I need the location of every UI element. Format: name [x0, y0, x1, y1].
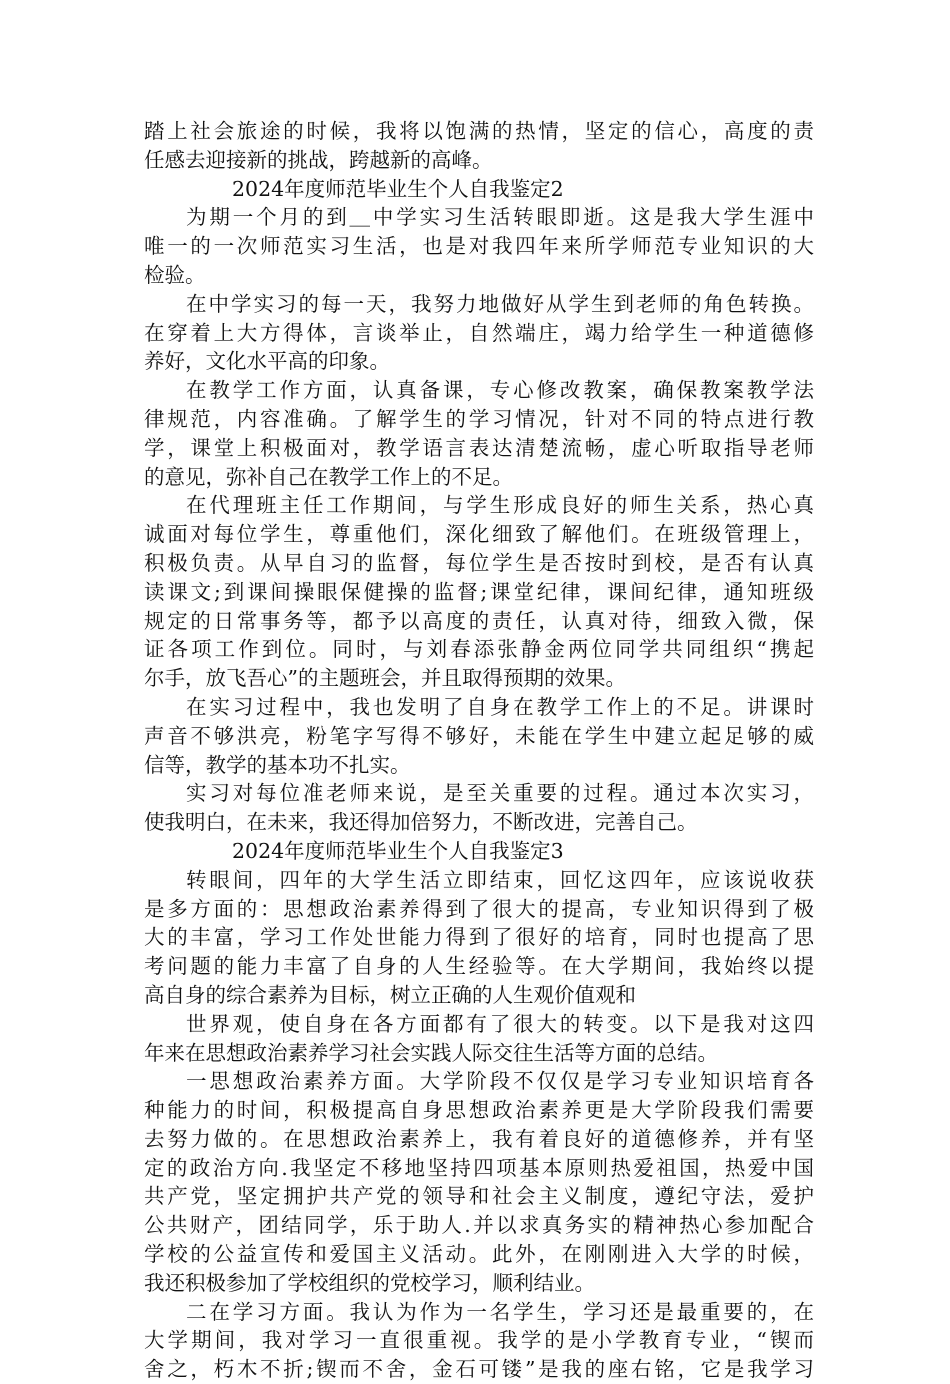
paragraph-line: 大的丰富，学习工作处世能力得到了很好的培育，同时也提高了思: [144, 925, 814, 950]
paragraph-line: 舍之，朽木不折;锲而不舍，金石可镂”是我的座右铭，它是我学习: [144, 1357, 814, 1382]
paragraph-line: 我还积极参加了学校组织的党校学习，顺利结业。: [144, 1270, 595, 1295]
paragraph-line: 在代理班主任工作期间，与学生形成良好的师生关系，热心真: [186, 493, 814, 518]
paragraph-line: 尔手，放飞吾心”的主题班会，并且取得预期的效果。: [144, 666, 626, 691]
paragraph-line: 证各项工作到位。同时，与刘春添张静金两位同学共同组织“携起: [144, 637, 814, 662]
paragraph-line: 实习对每位准老师来说，是至关重要的过程。通过本次实习，: [186, 781, 814, 806]
paragraph-line: 规定的日常事务等，都予以高度的责任，认真对待，细致入微，保: [144, 608, 814, 633]
paragraph-line: 大学期间，我对学习一直很重视。我学的是小学教育专业，“锲而: [144, 1328, 814, 1353]
paragraph-line: 踏上社会旅途的时候，我将以饱满的热情，坚定的信心，高度的责: [144, 119, 814, 143]
paragraph-line: 定的政治方向.我坚定不移地坚持四项基本原则热爱祖国，热爱中国: [144, 1155, 814, 1180]
paragraph-line: 种能力的时间，积极提高自身思想政治素养更是大学阶段我们需要: [144, 1098, 814, 1123]
section-heading: 2024年度师范毕业生个人自我鉴定2: [232, 176, 564, 201]
paragraph-line: 考问题的能力丰富了自身的人生经验等。在大学期间，我始终以提: [144, 954, 814, 979]
paragraph-line: 声音不够洪亮，粉笔字写得不够好，未能在学生中建立起足够的威: [144, 723, 814, 748]
paragraph-line: 二在学习方面。我认为作为一名学生，学习还是最重要的，在: [186, 1299, 814, 1324]
paragraph-line: 读课文;到课间操眼保健操的监督;课堂纪律，课间纪律，通知班级: [144, 579, 814, 604]
paragraph-line: 年来在思想政治素养学习社会实践人际交往生活等方面的总结。: [144, 1040, 718, 1065]
paragraph-line: 高自身的综合素养为目标，树立正确的人生观价值观和: [144, 982, 636, 1007]
paragraph-line: 学校的公益宣传和爱国主义活动。此外，在刚刚进入大学的时候，: [144, 1242, 814, 1267]
paragraph-line: 一思想政治素养方面。大学阶段不仅仅是学习专业知识培育各: [186, 1069, 814, 1094]
paragraph-line: 学，课堂上积极面对，教学语言表达清楚流畅，虚心听取指导老师: [144, 435, 814, 460]
paragraph-line: 唯一的一次师范实习生活，也是对我四年来所学师范专业知识的大: [144, 234, 814, 259]
document-page: [144, 117, 814, 1384]
paragraph-line: 在中学实习的每一天，我努力地做好从学生到老师的角色转换。: [186, 291, 814, 316]
paragraph-line: 任感去迎接新的挑战，跨越新的高峰。: [144, 147, 493, 172]
paragraph-line: 转眼间，四年的大学生活立即结束，回忆这四年，应该说收获: [186, 867, 814, 892]
paragraph-line: 在穿着上大方得体，言谈举止，自然端庄，竭力给学生一种道德修: [144, 320, 814, 345]
paragraph-line: 在实习过程中，我也发明了自身在教学工作上的不足。讲课时: [186, 694, 814, 719]
section-heading: 2024年度师范毕业生个人自我鉴定3: [232, 838, 564, 863]
paragraph-line: 积极负责。从早自习的监督，每位学生是否按时到校，是否有认真: [144, 550, 814, 575]
paragraph-line: 信等，教学的基本功不扎实。: [144, 752, 411, 777]
paragraph-line: 律规范，内容准确。了解学生的学习情况，针对不同的特点进行教: [144, 406, 814, 431]
paragraph-line: 养好，文化水平高的印象。: [144, 349, 390, 374]
paragraph-line: 公共财产，团结同学，乐于助人.并以求真务实的精神热心参加配合: [144, 1213, 814, 1238]
paragraph-line: 去努力做的。在思想政治素养上，我有着良好的道德修养，并有坚: [144, 1126, 814, 1151]
paragraph-line: 是多方面的：思想政治素养得到了很大的提高，专业知识得到了极: [144, 896, 814, 921]
paragraph-line: 检验。: [144, 262, 206, 287]
paragraph-line: 诚面对每位学生，尊重他们，深化细致了解他们。在班级管理上，: [144, 522, 814, 547]
paragraph-line: 的意见，弥补自己在教学工作上的不足。: [144, 464, 513, 489]
paragraph-line: 使我明白，在未来，我还得加倍努力，不断改进，完善自己。: [144, 810, 698, 835]
paragraph-line: 在教学工作方面，认真备课，专心修改教案，确保教案教学法: [186, 378, 814, 403]
paragraph-line: 为期一个月的到＿中学实习生活转眼即逝。这是我大学生涯中: [186, 205, 814, 230]
paragraph-line: 共产党，坚定拥护共产党的领导和社会主义制度，遵纪守法，爱护: [144, 1184, 814, 1209]
paragraph-line: 世界观，使自身在各方面都有了很大的转变。以下是我对这四: [186, 1011, 814, 1036]
